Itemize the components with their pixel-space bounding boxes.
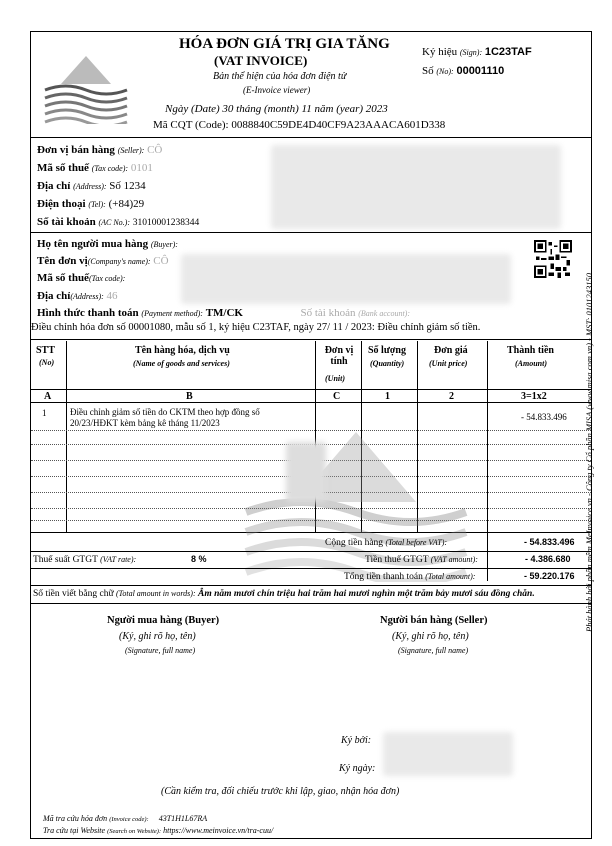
redacted-signature	[383, 732, 513, 776]
amount-words-row: Số tiền viết bằng chữ (Total amount in words): Âm năm mươi chín triệu hai trăm hai mươi nghìn một trăm bảy mươi sáu đồng chẵn.	[33, 589, 535, 599]
total-value: - 59.220.176	[524, 571, 575, 581]
subtotal-label-row: Cộng tiền hàng (Total before VAT):	[325, 538, 448, 548]
item-amount: - 54.833.496	[521, 412, 567, 422]
date-line: Ngày (Date) 30 tháng (month) 11 năm (year) 2023	[165, 103, 388, 115]
code-c: C	[333, 391, 341, 402]
header-qty: Số lượng	[368, 345, 406, 356]
seller-account-row: Số tài khoản (AC No.): 31010001238344	[37, 216, 200, 228]
seller-name-row: Đơn vị bán hàng (Seller): CÔ	[37, 144, 163, 156]
buyer-signature-title: Người mua hàng (Buyer)	[107, 615, 220, 626]
buyer-name-row: Họ tên người mua hàng (Buyer):	[37, 238, 178, 250]
check-note: (Cần kiểm tra, đối chiếu trước khi lập, giao, nhận hóa đơn)	[161, 786, 400, 797]
buyer-address-row: Địa chỉ(Address): 46	[37, 290, 118, 302]
adjustment-note: Điều chỉnh hóa đơn số 00001080, mẫu số 1, ký hiệu C23TAF, ngày 27/ 11 / 2023: Điều chỉnh giảm số tiền.	[31, 322, 481, 333]
lookup-site-link[interactable]: https://www.meinvoice.vn/tra-cuu/	[163, 826, 274, 835]
vat-amount-label-row: Tiền thuế GTGT (VAT amount):	[365, 555, 478, 565]
item-name: Điều chỉnh giảm số tiền do CKTM theo hợp đồng số 20/23/HĐKT kèm bảng kê tháng 11/2023	[70, 407, 260, 428]
buyer-company-row: Tên đơn vị(Company's name): CÔ	[37, 255, 169, 267]
buyer-payment-row: Hình thức thanh toán (Payment method): TM/CK Số tài khoản (Bank account):	[37, 307, 410, 319]
code-2: 2	[449, 391, 454, 402]
vat-amount-value: - 4.386.680	[525, 554, 571, 564]
header-price: Đơn giá	[434, 345, 468, 356]
invoice-page: HÓA ĐƠN GIÁ TRỊ GIA TĂNG (VAT INVOICE) Bản thể hiện của hóa đơn điện tử (E-Invoice viewer) Ký hiệu (Sign): 1C23TAF Số (No): 00001110 Ngày (Date) 30 tháng (month) 11 năm (year) 2023 Mã CQT (Code): 0088840C59DE4D40CF9A23AAACA601D338 Đơn vị bán hàng (Seller): CÔ Mã số thuế (Tax code): 0101 Địa chỉ (Address): Số 1234 Điện thoại (Tel): (+84)29 Số tài khoản (AC No.): 31010001238344 Họ tên người mua hàng (Buyer): Tên đơn vị(Company's name): CÔ Mã số thuế(Tax code): Địa chỉ(Address): 46 Hình thức thanh toán (Payment method): TM/CK Số tài khoản (Bank account): Điều chỉnh hóa đơn số 00001080, mẫu số 1, ký hiệu C23TAF, ngày 27/ 11 / 2023: Điều chỉnh giảm số tiền. STT (No) Tên hàng hóa, dịch vụ (Name of goods and services) Đơn vị tính (Unit) Số lượng (Quantity) Đơn giá (Unit price) Thành tiền (Amount) A B C 1 2 3=1x2 1 Điều chỉnh giảm số tiền do CKTM theo hợp đồng số 20/23/HĐKT kèm bảng kê tháng 11/2023 - 54.833.496 Cộng tiền hàng (Total before VAT): - 54.833.496 Thuế suất GTGT (VAT rate): 8 % Tiền thuế GTGT (VAT amount): - 4.386.680 Tổng tiền thanh toán (Total amount): - 59.220.176 Số tiền viết bằng chữ (Total amount in words): Âm năm mươi chín triệu hai trăm hai mươi nghìn một trăm bảy mươi sáu đồng chẵn. Người mua hàng (Buyer) (Ký, ghi rõ họ, tên) (Signature, full name) Người bán hàng (Seller) (Ký, ghi rõ họ, tên) (Signature, full name) Ký bởi: Ký ngày: (Cần kiểm tra, đối chiếu trước khi lập, giao, nhận hóa đơn) Mã tra cứu hóa đơn (Invoice code): 43T1H1L67RA Tra cứu tại Website (Search on Website): https://www.meinvoice.vn/tra-cuu/	[30, 31, 592, 839]
lookup-site-row: Tra cứu tại Website (Search on Website): https://www.meinvoice.vn/tra-cuu/	[43, 826, 274, 835]
sign-row: Ký hiệu (Sign): 1C23TAF	[422, 46, 532, 58]
buyer-signature-sub-en: (Signature, full name)	[125, 646, 196, 655]
viewer-en: (E-Invoice viewer)	[243, 85, 311, 95]
code-b: B	[186, 391, 193, 402]
side-note: Phát hành bởi phần mềm MeInvoice.vn - Công ty Cổ phần MISA (www.misa.com.vn) - MST: 0101243150	[584, 272, 594, 632]
redacted-buyer-info	[181, 254, 511, 304]
number-row: Số (No): 00001110	[422, 65, 505, 77]
invoice-title: HÓA ĐƠN GIÁ TRỊ GIA TĂNG	[179, 36, 390, 52]
seller-signature-title: Người bán hàng (Seller)	[380, 615, 488, 626]
subtotal-value: - 54.833.496	[524, 537, 575, 547]
seller-signature-sub-en: (Signature, full name)	[398, 646, 469, 655]
seller-phone-row: Điện thoại (Tel): (+84)29	[37, 198, 145, 210]
seller-tax-row: Mã số thuế (Tax code): 0101	[37, 162, 153, 174]
item-stt: 1	[42, 408, 47, 418]
code-3: 3=1x2	[521, 391, 547, 402]
wave-logo-icon	[41, 54, 131, 124]
buyer-tax-row: Mã số thuế(Tax code):	[37, 272, 126, 284]
viewer-vi: Bản thể hiện của hóa đơn điện tử	[213, 71, 347, 82]
lookup-code-row: Mã tra cứu hóa đơn (Invoice code): 43T1H1L67RA	[43, 814, 208, 823]
seller-signature-sub: (Ký, ghi rõ họ, tên)	[392, 631, 469, 642]
qr-code-icon	[534, 240, 572, 278]
redacted-seller-info	[271, 145, 561, 229]
signed-by-label: Ký bởi:	[341, 735, 372, 746]
header-amount: Thành tiền	[507, 345, 554, 356]
seller-address-row: Địa chỉ (Address): Số 1234	[37, 180, 146, 192]
invoice-subtitle: (VAT INVOICE)	[214, 53, 308, 68]
header-unit: Đơn vị tính	[324, 345, 354, 367]
redacted-mark	[286, 442, 326, 502]
vat-rate-value: 8 %	[191, 554, 207, 564]
header-name: Tên hàng hóa, dịch vụ	[135, 345, 230, 356]
signed-date-label: Ký ngày:	[339, 763, 376, 774]
header-stt: STT	[36, 345, 55, 356]
vat-rate-row: Thuế suất GTGT (VAT rate):	[33, 555, 137, 565]
buyer-signature-sub: (Ký, ghi rõ họ, tên)	[119, 631, 196, 642]
code-a: A	[44, 391, 52, 402]
code-1: 1	[385, 391, 390, 402]
cqt-row: Mã CQT (Code): 0088840C59DE4D40CF9A23AAACA601D338	[153, 119, 446, 131]
total-label-row: Tổng tiền thanh toán (Total amount):	[344, 572, 476, 582]
